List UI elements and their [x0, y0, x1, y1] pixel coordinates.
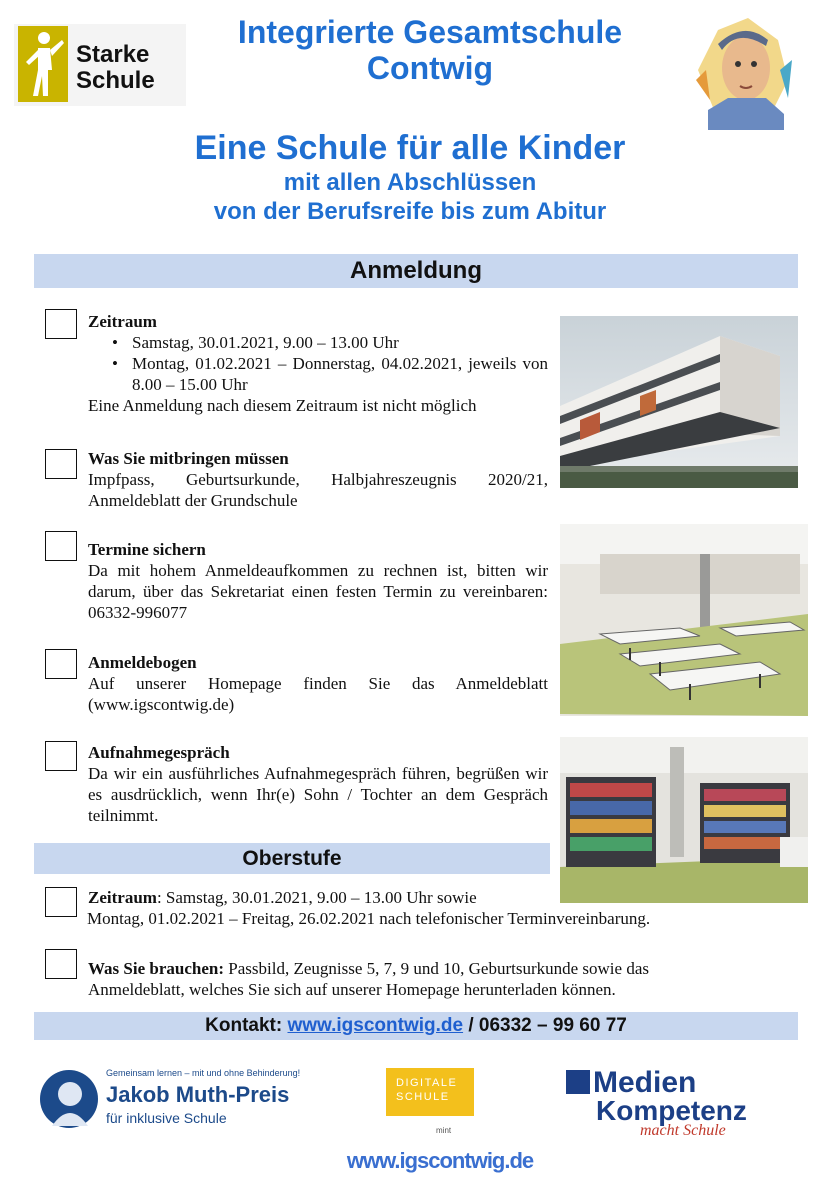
section-text: Da wir ein ausführliches Aufnahmegespräch führen, begrüßen wir es ausdrücklich, wenn Ihr(e) Sohn / Tochter an dem Gespräch teilnimmt. — [88, 764, 548, 825]
digitale-line1: DIGITALE — [396, 1077, 458, 1089]
jakob-subtitle: für inklusive Schule — [106, 1110, 227, 1126]
jakob-muth-preis-logo — [40, 1064, 310, 1134]
checkbox-anmeldebogen[interactable] — [45, 649, 77, 679]
headline-sub1: mit allen Abschlüssen — [283, 169, 537, 196]
section-label: Anmeldebogen — [88, 653, 197, 672]
section-termine — [88, 539, 548, 623]
headline-sub2: von der Berufsreife bis zum Abitur — [213, 198, 607, 225]
digitale-schule-logo — [386, 1068, 474, 1116]
macht-schule-word: macht Schule — [640, 1122, 726, 1139]
cafeteria-photo — [560, 524, 808, 716]
section-aufnahmegespraech — [88, 742, 548, 826]
logo-schule-word: Schule — [76, 67, 155, 94]
section-label: Zeitraum — [88, 312, 157, 331]
checkbox-oberstufe-brauchen[interactable] — [45, 949, 77, 979]
logo-starke-word: Starke — [76, 41, 150, 68]
section-oberstufe-zeitraum — [88, 887, 788, 929]
section-text: Auf unserer Homepage finden Sie das Anmeldeblatt (www.igscontwig.de) — [88, 674, 548, 714]
kontakt-phone: / 06332 – 99 60 77 — [463, 1015, 627, 1036]
medien-kompetenz-logo — [566, 1068, 776, 1142]
kompetenz-word: Kompetenz — [596, 1095, 747, 1126]
goethe-portrait-icon — [688, 10, 798, 130]
mint-logo: mint — [436, 1126, 452, 1135]
section-text: Da mit hohem Anmeldeaufkommen zu rechnen ist, bitten wir darum, über das Sekretariat einen festen Termin zu vereinbaren: 06332-996077 — [88, 561, 548, 622]
school-title-line1: Integrierte Gesamtschule — [237, 14, 623, 50]
checkbox-zeitraum[interactable] — [45, 309, 77, 339]
section-label: Was Sie brauchen: — [88, 959, 225, 978]
checkbox-oberstufe-zeitraum[interactable] — [45, 887, 77, 917]
section-oberstufe-brauchen — [88, 958, 748, 1000]
section-text: Passbild, Zeugnisse 5, 7, 9 und 10, Geburtsurkunde sowie das Anmeldeblatt, welches Sie sich auf unserer Homepage herunterladen können. — [88, 959, 649, 999]
bullet-list — [112, 332, 548, 395]
oberstufe-heading: Oberstufe — [34, 843, 550, 874]
kontakt-website-link[interactable]: www.igscontwig.de — [287, 1015, 464, 1036]
headline — [60, 128, 760, 226]
kontakt-label: Kontakt: — [205, 1015, 288, 1036]
library-photo — [560, 737, 808, 903]
checkbox-mitbringen[interactable] — [45, 449, 77, 479]
digitale-line2: SCHULE — [396, 1091, 450, 1103]
section-text: : Samstag, 30.01.2021, 9.00 – 13.00 Uhr sowie — [156, 888, 477, 907]
checkbox-aufnahmegespraech[interactable] — [45, 741, 77, 771]
kontakt-bar — [34, 1012, 798, 1040]
section-label: Termine sichern — [88, 540, 206, 559]
starke-schule-logo — [14, 24, 186, 106]
portrait-icon — [40, 1070, 98, 1128]
section-text-line2: Montag, 01.02.2021 – Freitag, 26.02.2021 nach telefonischer Terminvereinbarung. — [87, 909, 651, 928]
footer-website-link[interactable]: www.igscontwig.de — [346, 1148, 534, 1173]
section-text: Eine Anmeldung nach diesem Zeitraum ist nicht möglich — [88, 396, 477, 415]
headline-main: Eine Schule für alle Kinder — [194, 129, 626, 167]
jakob-title: Jakob Muth-Preis — [106, 1082, 290, 1107]
anmeldung-heading: Anmeldung — [34, 254, 798, 288]
section-text: Impfpass, Geburtsurkunde, Halbjahreszeugnis 2020/21, Anmeldeblatt der Grundschule — [88, 470, 548, 510]
section-anmeldebogen — [88, 652, 548, 715]
section-mitbringen — [88, 448, 548, 511]
square-icon — [566, 1070, 590, 1094]
section-label: Zeitraum — [88, 888, 157, 907]
section-zeitraum — [88, 311, 548, 416]
school-building-photo — [560, 316, 798, 488]
list-item: • Montag, 01.02.2021 – Donnerstag, 04.02.2021, jeweils von 8.00 – 15.00 Uhr — [112, 353, 548, 395]
walking-figure-icon — [18, 26, 68, 102]
medien-word: Medien — [593, 1066, 697, 1099]
school-title-line2: Contwig — [366, 50, 494, 86]
school-title — [170, 14, 690, 86]
list-item: • Samstag, 30.01.2021, 9.00 – 13.00 Uhr — [112, 332, 548, 353]
checkbox-termine[interactable] — [45, 531, 77, 561]
jakob-tagline: Gemeinsam lernen – mit und ohne Behinderung! — [106, 1068, 301, 1078]
section-label: Was Sie mitbringen müssen — [88, 449, 289, 468]
section-label: Aufnahmegespräch — [88, 743, 230, 762]
